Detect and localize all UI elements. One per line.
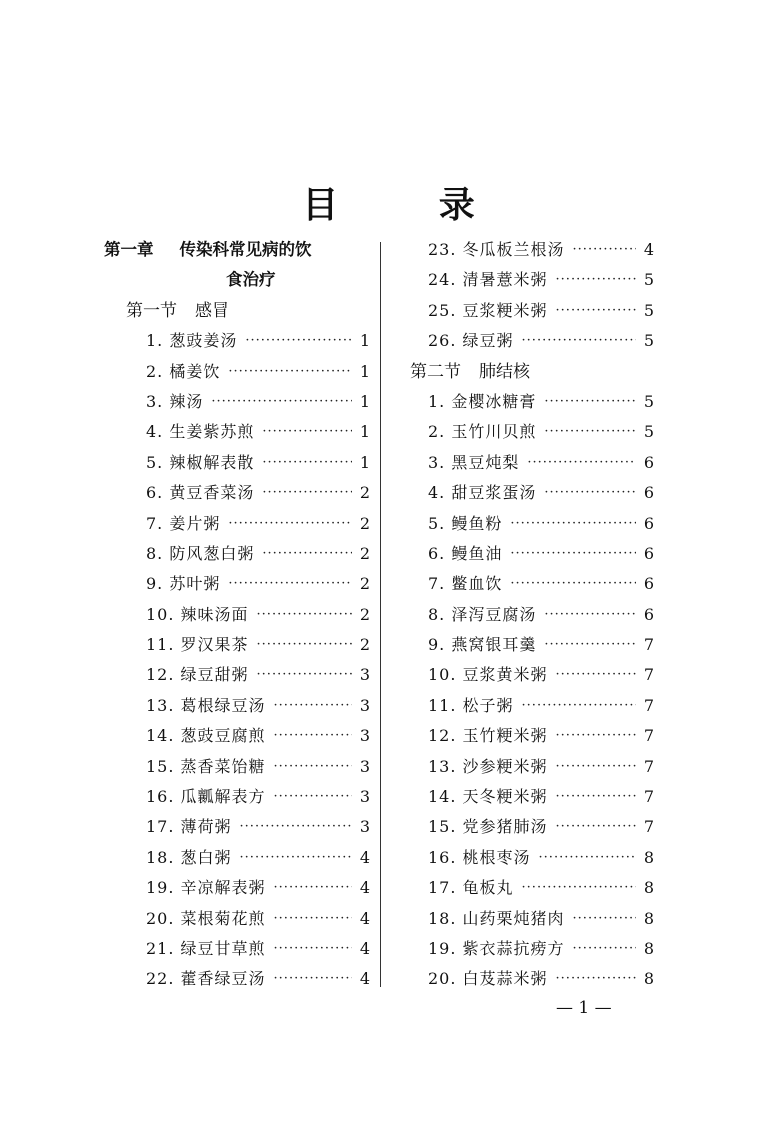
entry-title: 1. 金樱冰糖膏 — [428, 391, 537, 411]
entry-page-number: 4 — [359, 847, 370, 867]
dot-leader — [274, 782, 352, 812]
dot-leader — [522, 326, 636, 356]
entry-page-number: 7 — [643, 635, 654, 655]
entry-title: 8. 防风葱白粥 — [146, 543, 255, 563]
entry-page-number: 3 — [359, 787, 370, 807]
entry-page-number: 3 — [359, 695, 370, 715]
toc-entry — [410, 387, 660, 417]
dot-leader — [522, 873, 636, 903]
dot-leader — [274, 873, 352, 903]
dot-leader — [228, 357, 352, 387]
entry-page-number: 5 — [643, 391, 654, 411]
entry-title: 8. 泽泻豆腐汤 — [428, 604, 537, 624]
entry-page-number: 4 — [643, 240, 654, 259]
toc-entry — [410, 448, 660, 478]
entry-page-number: 3 — [359, 726, 370, 746]
entry-page-number: 6 — [643, 483, 654, 503]
column-divider — [380, 242, 381, 987]
toc-left-column — [104, 235, 374, 995]
toc-entry — [104, 326, 374, 356]
dot-leader — [556, 964, 636, 994]
dot-leader — [522, 691, 636, 721]
entry-page-number: 6 — [643, 513, 654, 533]
toc-entry — [410, 630, 660, 660]
dot-leader — [274, 904, 352, 934]
toc-entry — [410, 265, 660, 295]
entry-title: 21. 绿豆甘草煎 — [146, 938, 266, 958]
toc-entry — [104, 387, 374, 417]
toc-entry — [104, 569, 374, 599]
entry-title: 3. 黑豆炖梨 — [428, 452, 520, 472]
dot-leader — [274, 752, 352, 782]
section-label: 第二节 — [410, 361, 461, 382]
toc-entry — [104, 691, 374, 721]
entry-title: 6. 鳗鱼油 — [428, 543, 503, 563]
toc-right-column — [410, 235, 660, 995]
dot-leader — [556, 296, 636, 326]
entry-page-number: 4 — [359, 878, 370, 898]
entry-page-number: 1 — [359, 331, 370, 351]
page-number: — 1 — — [556, 998, 612, 1018]
entry-title: 5. 鳗鱼粉 — [428, 513, 503, 533]
section-heading — [410, 357, 660, 387]
section-title: 感冒 — [195, 300, 229, 321]
entry-page-number: 7 — [643, 695, 654, 715]
entry-page-number: 6 — [643, 452, 654, 472]
entry-title: 18. 山药栗炖猪肉 — [428, 908, 565, 928]
entry-title: 2. 橘姜饮 — [146, 361, 221, 381]
toc-entry — [104, 448, 374, 478]
entry-title: 9. 燕窝银耳羹 — [428, 635, 537, 655]
entry-page-number: 8 — [643, 908, 654, 928]
toc-entry — [104, 812, 374, 842]
dot-leader — [257, 660, 352, 690]
entry-page-number: 6 — [643, 604, 654, 624]
dot-leader — [274, 691, 352, 721]
entry-page-number: 4 — [359, 908, 370, 928]
dot-leader — [257, 630, 352, 660]
dot-leader — [544, 387, 636, 417]
dot-leader — [228, 509, 352, 539]
dot-leader — [211, 387, 352, 417]
dot-leader — [544, 417, 636, 447]
entry-page-number: 5 — [643, 300, 654, 320]
toc-entry — [410, 873, 660, 903]
entry-page-number: 2 — [359, 574, 370, 594]
entry-title: 2. 玉竹川贝煎 — [428, 422, 537, 442]
toc-entry — [410, 235, 660, 265]
entry-title: 4. 甜豆浆蛋汤 — [428, 483, 537, 503]
section-label: 第一节 — [126, 300, 177, 321]
entry-title: 18. 葱白粥 — [146, 847, 232, 867]
toc-entry — [410, 296, 660, 326]
toc-entry — [410, 964, 660, 994]
dot-leader — [556, 265, 636, 295]
entry-title: 10. 豆浆黄米粥 — [428, 665, 548, 685]
dot-leader — [257, 600, 352, 630]
dot-leader — [274, 721, 352, 751]
toc-entry — [104, 843, 374, 873]
dot-leader — [556, 782, 636, 812]
entry-page-number: 3 — [359, 756, 370, 776]
entry-page-number: 6 — [643, 574, 654, 594]
toc-entry — [104, 357, 374, 387]
entry-title: 4. 生姜紫苏煎 — [146, 422, 255, 442]
entry-page-number: 3 — [359, 665, 370, 685]
entry-title: 16. 桃根枣汤 — [428, 847, 531, 867]
entry-page-number: 8 — [643, 969, 654, 989]
entry-title: 19. 紫衣蒜抗痨方 — [428, 938, 565, 958]
toc-entry — [410, 904, 660, 934]
entry-title: 11. 松子粥 — [428, 695, 514, 715]
dot-leader — [245, 326, 352, 356]
entry-page-number: 8 — [643, 938, 654, 958]
chapter-heading-continued: 食治疗 — [226, 270, 276, 290]
dot-leader — [262, 478, 352, 508]
entry-title: 12. 绿豆甜粥 — [146, 665, 249, 685]
toc-entry — [410, 478, 660, 508]
toc-entry — [410, 326, 660, 356]
entry-page-number: 4 — [359, 969, 370, 989]
dot-leader — [556, 752, 636, 782]
entry-title: 20. 菜根菊花煎 — [146, 908, 266, 928]
dot-leader — [510, 569, 636, 599]
toc-entry — [410, 539, 660, 569]
entry-page-number: 7 — [643, 665, 654, 685]
entry-page-number: 7 — [643, 756, 654, 776]
toc-entry — [410, 569, 660, 599]
dot-leader — [240, 843, 352, 873]
toc-entry — [104, 934, 374, 964]
toc-entry — [410, 721, 660, 751]
dot-leader — [556, 812, 636, 842]
entry-title: 22. 藿香绿豆汤 — [146, 969, 266, 989]
toc-entry — [104, 782, 374, 812]
toc-entry — [104, 600, 374, 630]
toc-entry — [410, 934, 660, 964]
toc-entry — [104, 417, 374, 447]
toc-entry — [104, 721, 374, 751]
dot-leader — [262, 539, 352, 569]
entry-page-number: 4 — [359, 938, 370, 958]
entry-page-number: 1 — [359, 452, 370, 472]
entry-page-number: 2 — [359, 604, 370, 624]
entry-title: 15. 蒸香菜饴糖 — [146, 756, 266, 776]
entry-title: 9. 苏叶粥 — [146, 574, 221, 594]
toc-entry — [410, 660, 660, 690]
dot-leader — [228, 569, 352, 599]
entry-page-number: 7 — [643, 726, 654, 746]
toc-entry — [410, 600, 660, 630]
chapter-title: 传染科常见病的饮 — [179, 240, 312, 259]
dot-leader — [510, 539, 636, 569]
entry-title: 20. 白芨蒜米粥 — [428, 969, 548, 989]
toc-entry — [410, 812, 660, 842]
entry-title: 16. 瓜瓤解表方 — [146, 787, 266, 807]
page-title: 目 录 — [302, 185, 519, 226]
toc-entry — [410, 782, 660, 812]
entry-page-number: 1 — [359, 391, 370, 411]
entry-page-number: 6 — [643, 543, 654, 563]
entry-title: 23. 冬瓜板兰根汤 — [428, 240, 565, 259]
dot-leader — [527, 448, 636, 478]
toc-entry — [104, 752, 374, 782]
entry-title: 14. 天冬粳米粥 — [428, 787, 548, 807]
dot-leader — [544, 600, 636, 630]
entry-page-number: 2 — [359, 543, 370, 563]
dot-leader — [539, 843, 636, 873]
dot-leader — [544, 478, 636, 508]
dot-leader — [573, 904, 636, 934]
entry-title: 25. 豆浆粳米粥 — [428, 300, 548, 320]
dot-leader — [573, 235, 636, 265]
entry-page-number: 3 — [359, 817, 370, 837]
entry-page-number: 5 — [643, 331, 654, 351]
section-heading — [104, 296, 374, 326]
entry-title: 12. 玉竹粳米粥 — [428, 726, 548, 746]
toc-entry — [104, 539, 374, 569]
entry-page-number: 8 — [643, 847, 654, 867]
entry-title: 17. 薄荷粥 — [146, 817, 232, 837]
entry-title: 1. 葱豉姜汤 — [146, 331, 238, 351]
entry-title: 6. 黄豆香菜汤 — [146, 483, 255, 503]
toc-entry — [104, 904, 374, 934]
toc-entry — [104, 964, 374, 994]
entry-title: 13. 沙参粳米粥 — [428, 756, 548, 776]
entry-page-number: 1 — [359, 361, 370, 381]
dot-leader — [544, 630, 636, 660]
entry-title: 3. 辣汤 — [146, 391, 204, 411]
dot-leader — [262, 448, 352, 478]
dot-leader — [573, 934, 636, 964]
toc-entry — [410, 691, 660, 721]
dot-leader — [262, 417, 352, 447]
chapter-label: 第一章 — [104, 240, 154, 259]
entry-page-number: 2 — [359, 635, 370, 655]
entry-page-number: 1 — [359, 422, 370, 442]
entry-page-number: 2 — [359, 483, 370, 503]
toc-entry — [410, 752, 660, 782]
toc-entry — [104, 478, 374, 508]
toc-entry — [104, 873, 374, 903]
dot-leader — [556, 660, 636, 690]
section-title: 肺结核 — [479, 361, 530, 382]
chapter-heading — [104, 235, 374, 265]
toc-entry — [410, 509, 660, 539]
dot-leader — [556, 721, 636, 751]
entry-title: 5. 辣椒解表散 — [146, 452, 255, 472]
entry-page-number: 5 — [643, 422, 654, 442]
entry-title: 17. 龟板丸 — [428, 878, 514, 898]
entry-title: 7. 鳖血饮 — [428, 574, 503, 594]
toc-entry — [410, 417, 660, 447]
entry-title: 11. 罗汉果茶 — [146, 635, 249, 655]
entry-title: 15. 党参猪肺汤 — [428, 817, 548, 837]
entry-page-number: 8 — [643, 878, 654, 898]
dot-leader — [240, 812, 352, 842]
entry-title: 19. 辛凉解表粥 — [146, 878, 266, 898]
entry-title: 7. 姜片粥 — [146, 513, 221, 533]
toc-entry — [410, 843, 660, 873]
dot-leader — [274, 964, 352, 994]
entry-page-number: 7 — [643, 817, 654, 837]
entry-title: 13. 葛根绿豆汤 — [146, 695, 266, 715]
toc-entry — [104, 509, 374, 539]
entry-page-number: 2 — [359, 513, 370, 533]
entry-title: 24. 清暑薏米粥 — [428, 270, 548, 290]
entry-page-number: 5 — [643, 270, 654, 290]
dot-leader — [274, 934, 352, 964]
toc-entry — [104, 630, 374, 660]
toc-entry — [104, 660, 374, 690]
entry-title: 10. 辣味汤面 — [146, 604, 249, 624]
entry-page-number: 7 — [643, 787, 654, 807]
entry-title: 26. 绿豆粥 — [428, 331, 514, 351]
entry-title: 14. 葱豉豆腐煎 — [146, 726, 266, 746]
dot-leader — [510, 509, 636, 539]
